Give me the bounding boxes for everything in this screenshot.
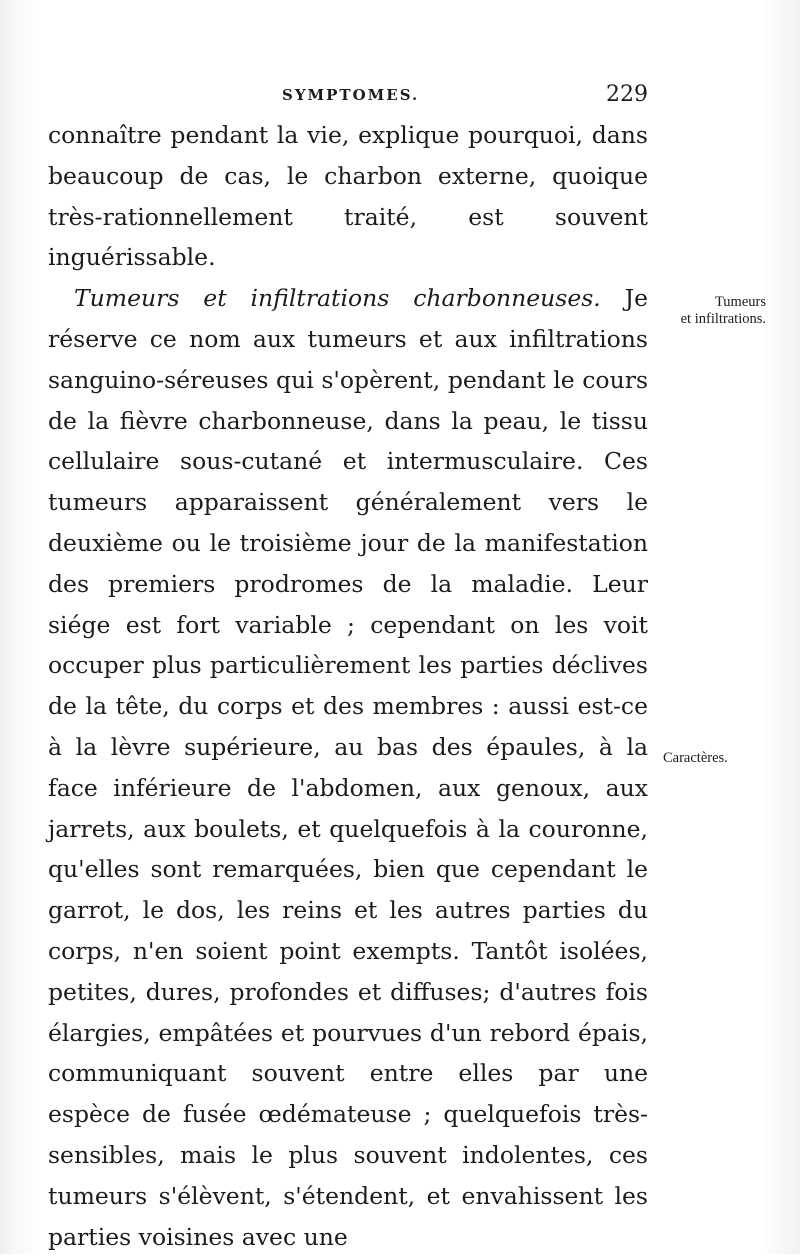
margin-note-line: et infiltrations. bbox=[680, 311, 766, 327]
paragraph-2 bbox=[48, 278, 648, 1257]
body-text bbox=[48, 115, 648, 1257]
page-number: 229 bbox=[606, 82, 648, 107]
margin-note-line: Tumeurs bbox=[714, 294, 766, 310]
paragraph-1: connaître pendant la vie, explique pourquoi, dans beaucoup de cas, le charbon externe, quoique très-rationnellement traité, est souvent inguérissable. bbox=[48, 121, 648, 272]
running-title: SYMPTOMES. bbox=[282, 86, 420, 104]
margin-note-caracteres: Caractères. bbox=[663, 750, 728, 766]
margin-note-tumeurs bbox=[648, 294, 766, 328]
paragraph-2-text: Je réserve ce nom aux tumeurs et aux infiltrations sanguino-séreuses qui s'opèrent, pendant le cours de la fièvre charbonneuse, dans la peau, le tissu cellulaire sous-cutané et intermusculaire. Ces tumeurs apparaissent généralement vers le deuxième ou le troisième jour de la manifestation des premiers prodromes de la maladie. Leur siége est fort variable ; cependant on les voit occuper plus particulièrement les parties déclives de la tête, du corps et des membres : aussi est-ce à la lèvre supérieure, au bas des épaules, à la face inférieure de l'abdomen, aux genoux, aux jarrets, aux boulets, et quelquefois à la couronne, qu'elles sont remarquées, bien que cependant le garrot, le dos, les reins et les autres parties du corps, n'en soient point exempts. Tantôt isolées, petites, dures, profondes et diffuses; d'autres fois élargies, empâtées et pourvues d'un rebord épais, communiquant souvent entre elles par une espèce de fusée œdémateuse ; quelquefois très-sensibles, mais le plus souvent indolentes, ces tumeurs s'élèvent, s'étendent, et envahissent les parties voisines avec une bbox=[48, 284, 648, 1251]
section-subheading: Tumeurs et infiltrations charbonneuses. bbox=[74, 284, 601, 313]
page-header bbox=[0, 82, 800, 110]
